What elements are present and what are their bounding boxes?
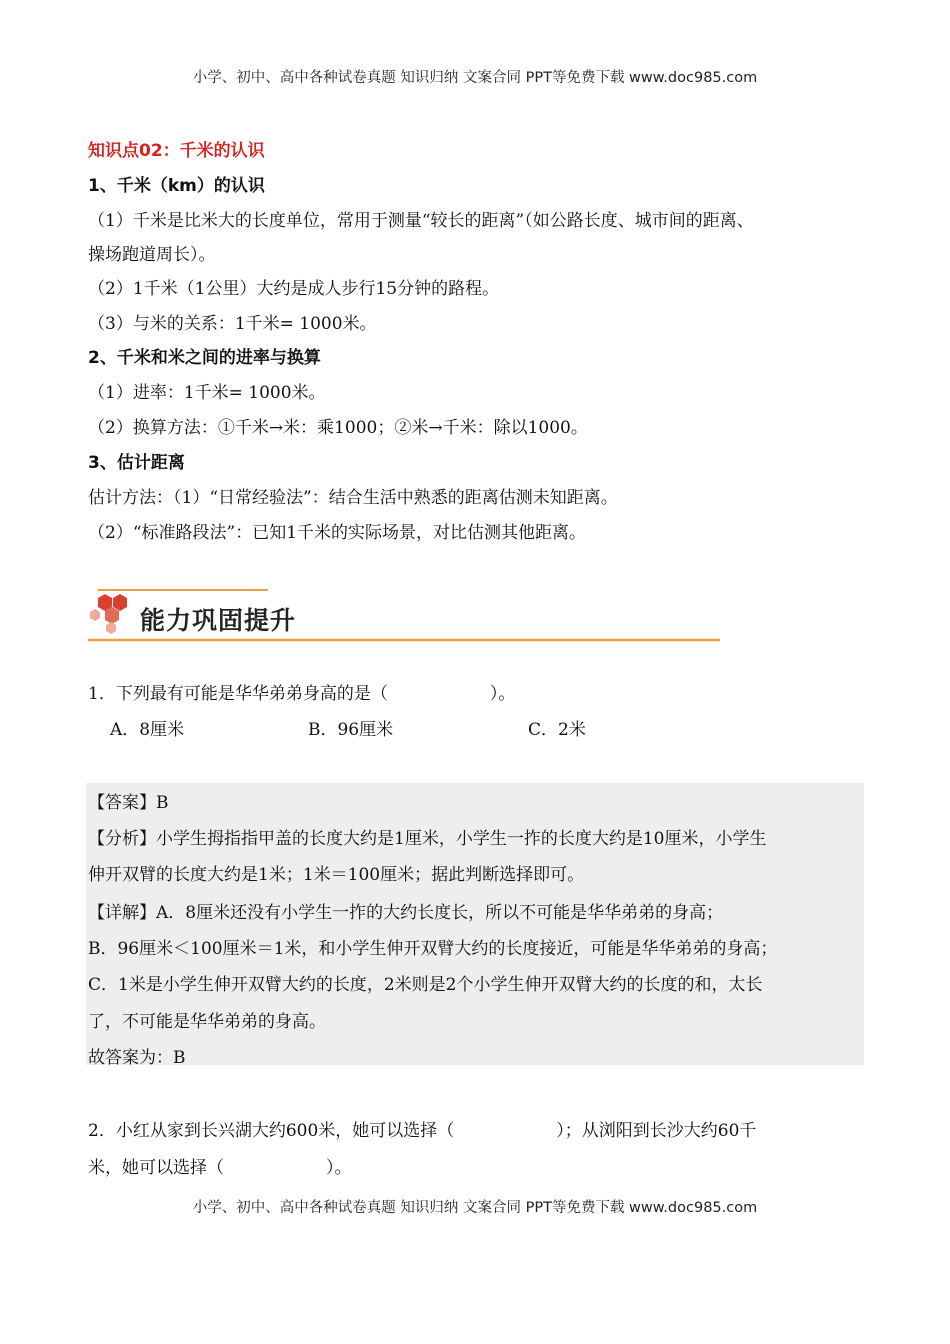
question-1-option-b: B．96厘米: [308, 720, 394, 740]
detail-line-4: 了，不可能是华华弟弟的身高。: [88, 1012, 326, 1032]
section-1-para-1b: 操场跑道周长）。: [88, 245, 216, 265]
section-2-title: 2、千米和米之间的进率与换算: [88, 348, 321, 368]
analysis-line-a: 【分析】小学生拇指指甲盖的长度大约是1厘米，小学生一拃的长度大约是10厘米，小学生: [88, 829, 767, 849]
hexagon-icon: [90, 594, 127, 634]
section-3-para-2: （2）“标准路段法”：已知1千米的实际场景，对比估测其他距离。: [88, 523, 587, 543]
detail-line-1: 【详解】A．8厘米还没有小学生一拃的大约长度长，所以不可能是华华弟弟的身高；: [88, 903, 724, 923]
section-1-para-3: （3）与米的关系：1千米= 1000米。: [88, 314, 377, 334]
section-2-para-2: （2）换算方法：①千米→米：乘1000；②米→千米：除以1000。: [88, 418, 588, 438]
question-2-line-1: 2．小红从家到长兴湖大约600米，她可以选择（ ）；从浏阳到长沙大约60千: [88, 1121, 757, 1141]
section-3-para-1: 估计方法：（1）“日常经验法”：结合生活中熟悉的距离估测未知距离。: [88, 488, 618, 508]
page-header: 小学、初中、高中各种试卷真题 知识归纳 文案合同 PPT等免费下载 www.doc985.com: [192, 70, 758, 86]
answer-conclusion: 故答案为：B: [88, 1048, 186, 1068]
section-3-title: 3、估计距离: [88, 453, 185, 473]
banner-title: 能力巩固提升: [140, 606, 297, 635]
detail-line-2: B．96厘米＜100厘米＝1米，和小学生伸开双臂大约的长度接近，可能是华华弟弟的身高；: [88, 939, 778, 959]
question-1-option-a: A．8厘米: [110, 720, 185, 740]
knowledge-point-title: 知识点02：千米的认识: [88, 141, 265, 161]
question-2-line-2: 米，她可以选择（ ）。: [88, 1158, 352, 1178]
section-1-para-2: （2）1千米（1公里）大约是成人步行15分钟的路程。: [88, 279, 500, 299]
analysis-line-b: 伸开双臂的长度大约是1米；1米＝100厘米；据此判断选择即可。: [88, 865, 585, 885]
page-footer: 小学、初中、高中各种试卷真题 知识归纳 文案合同 PPT等免费下载 www.doc985.com: [192, 1200, 758, 1216]
section-1-title: 1、千米（km）的认识: [88, 176, 265, 196]
detail-line-3: C．1米是小学生伸开双臂大约的长度，2米则是2个小学生伸开双臂大约的长度的和，太长: [88, 975, 763, 995]
question-1-option-c: C．2米: [528, 720, 586, 740]
question-1-stem: 1．下列最有可能是华华弟弟身高的是（ ）。: [88, 684, 516, 704]
section-2-para-1: （1）进率：1千米= 1000米。: [88, 383, 326, 403]
answer-label: 【答案】B: [88, 793, 169, 813]
section-1-para-1a: （1）千米是比米大的长度单位，常用于测量“较长的距离”（如公路长度、城市间的距离、: [88, 211, 754, 231]
